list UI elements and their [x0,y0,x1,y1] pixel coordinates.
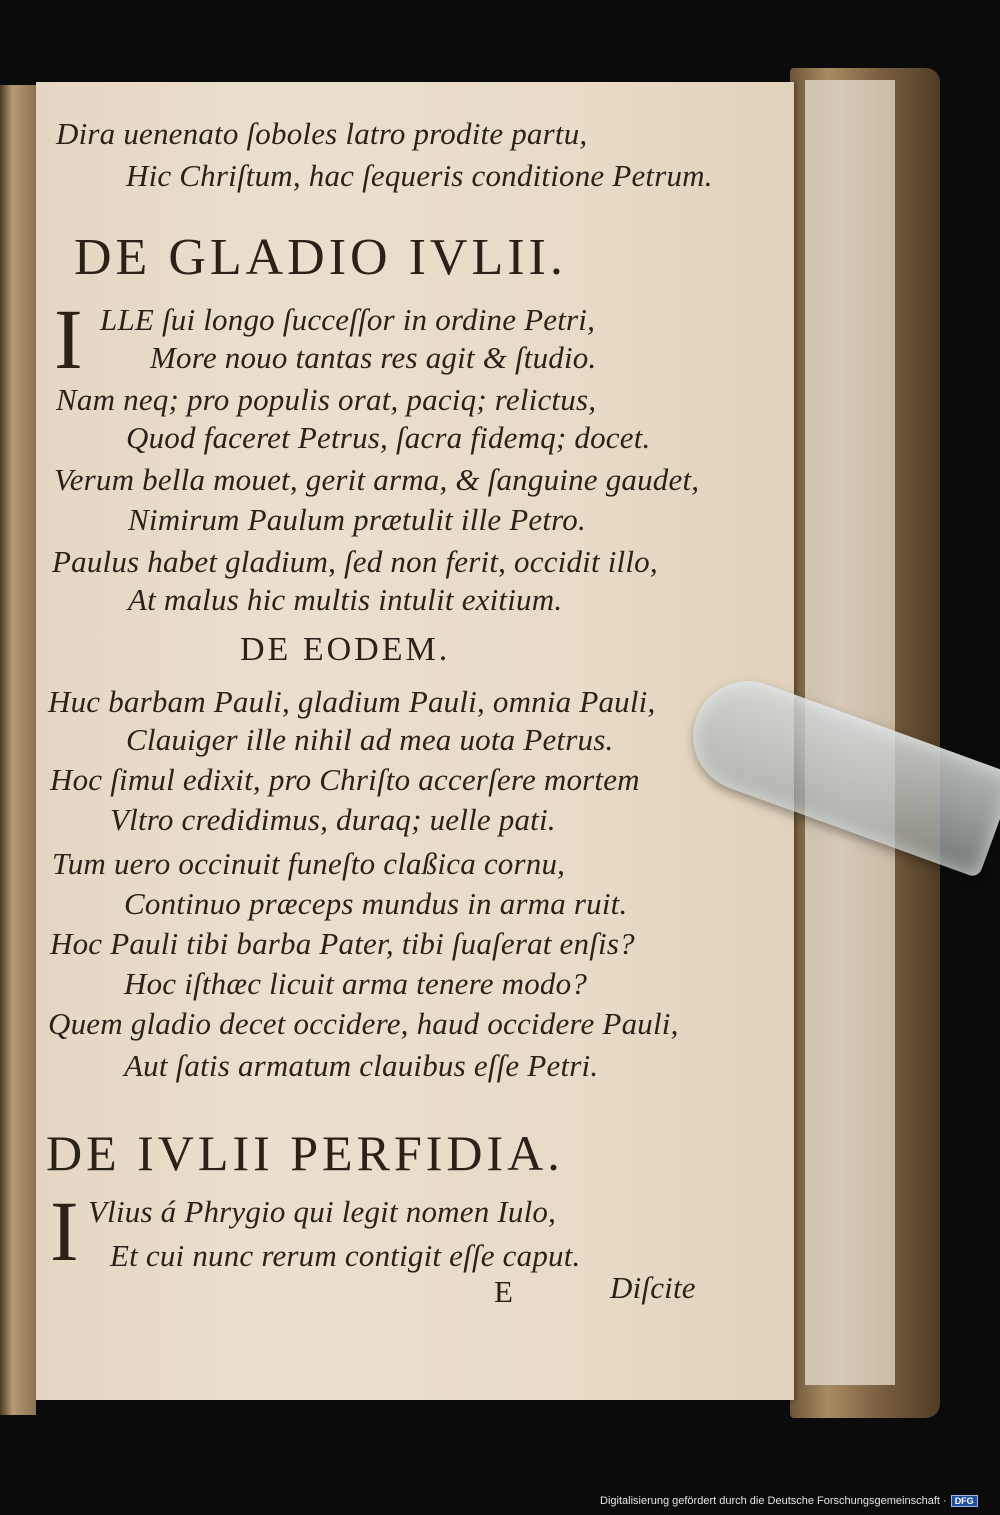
section1-dropcap: I [54,291,83,387]
section2-line: Huc barbam Pauli, gladium Pauli, omnia Pauli, [48,684,656,719]
section1-first-line: LLE ſui longo ſucceſſor in ordine Petri, [100,302,596,337]
section3-dropcap: I [50,1183,79,1279]
section2-line: Hoc Pauli tibi barba Pater, tibi ſuaſerat enſis? [50,926,635,961]
section2-line: Continuo præceps mundus in arma ruit. [124,886,628,921]
section1-line: Verum bella mouet, gerit arma, & ſanguine gaudet, [54,462,700,497]
section2-line: Hoc iſthæc licuit arma tenere modo? [124,966,588,1001]
section3-first-line: Vlius á Phrygio qui legit nomen Iulo, [88,1194,557,1229]
catchword: Diſcite [610,1270,696,1305]
funding-footer [600,1495,978,1513]
section1-line: Quod faceret Petrus, ſacra fidemq; docet. [126,420,651,455]
section1-title: DE GLADIO IVLII. [74,229,567,286]
section2-line: Vltro credidimus, duraq; uelle pati. [110,802,556,837]
footer-text: Digitalisierung gefördert durch die Deutsche Forschungsgemeinschaft · [600,1495,947,1507]
section1-line: Nam neq; pro populis orat, paciq; relictus, [56,382,597,417]
section2-line: Aut ſatis armatum clauibus eſſe Petri. [124,1048,599,1083]
poem1-line1: Dira uenenato ſoboles latro prodite partu, [56,116,588,151]
section3-title: DE IVLII PERFIDIA. [46,1125,564,1181]
poem1-line2: Hic Chriſtum, hac ſequeris conditione Petrum. [126,158,713,193]
section2-line: Hoc ſimul edixit, pro Chriſto accerſere mortem [50,762,640,797]
signature-mark: E [494,1274,514,1309]
section3-line: Et cui nunc rerum contigit eſſe caput. [110,1238,581,1273]
section2-line: Quem gladio decet occidere, haud occidere Pauli, [48,1006,679,1041]
section2-title: DE EODEM. [240,631,451,668]
section2-line: Tum uero occinuit funeſto claßica cornu, [52,846,566,881]
section1-line: Nimirum Paulum prætulit ille Petro. [128,502,586,537]
section1-line: At malus hic multis intulit exitium. [128,582,563,617]
section2-line: Clauiger ille nihil ad mea uota Petrus. [126,722,614,757]
dfg-logo: DFG [951,1495,978,1507]
section1-line: More nouo tantas res agit & ſtudio. [150,340,597,375]
section1-line: Paulus habet gladium, ſed non ferit, occidit illo, [52,544,658,579]
